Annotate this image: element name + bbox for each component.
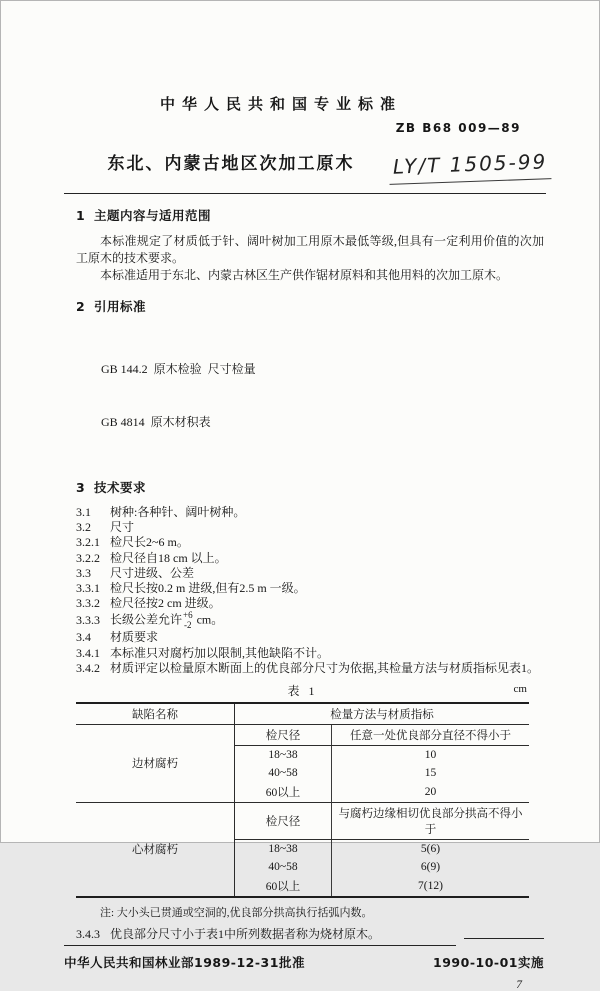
section-2-number: 2 bbox=[76, 299, 86, 314]
section-1-paragraph-1: 本标准规定了材质低于针、阔叶树加工用原木最低等级,但具有一定利用价值的次加工原木的技术要求。 bbox=[76, 234, 544, 265]
value-cell: 10 bbox=[424, 748, 437, 761]
clause-text-unit: cm。 bbox=[193, 612, 224, 627]
footer-rule-right-segment bbox=[464, 938, 544, 939]
clause-text: 优良部分尺寸小于表1中所列数据者称为烧材原木。 bbox=[110, 926, 381, 941]
clause-number: 3.4.2 bbox=[76, 660, 100, 675]
defect-cell-heartwood-rot: 心材腐朽 bbox=[76, 802, 235, 897]
clause-number: 3.2.1 bbox=[76, 535, 100, 550]
value-cell: 20 bbox=[424, 785, 437, 798]
clause-text: 树种:各种针、阔叶树种。 bbox=[110, 505, 246, 519]
handwritten-standard-number: LY/T 1505-99 bbox=[388, 149, 551, 185]
clause-3-3 bbox=[76, 566, 544, 581]
standard-caption: 中华人民共和国专业标准 bbox=[159, 95, 402, 113]
value-cell: 6(9) bbox=[420, 860, 441, 873]
value-cell: 5(6) bbox=[420, 842, 441, 855]
clause-number: 3.2 bbox=[76, 520, 91, 535]
tolerance-minus: -2 bbox=[184, 619, 192, 630]
clause-3-4-3-row bbox=[64, 925, 544, 946]
clause-text: 长级公差允许 bbox=[110, 612, 183, 627]
standard-code: ZB B68 009—89 bbox=[395, 121, 521, 135]
diameter-range-cell: 18~38 bbox=[235, 745, 332, 764]
document-body bbox=[64, 199, 544, 991]
col-method-header: 检量方法与材质指标 bbox=[235, 703, 530, 725]
clause-number: 3.3 bbox=[76, 565, 91, 580]
clause-3-2 bbox=[76, 520, 544, 535]
table-row bbox=[76, 724, 529, 745]
clause-3-4-3 bbox=[64, 925, 456, 946]
clause-list bbox=[76, 505, 544, 676]
tolerance-fraction bbox=[183, 611, 193, 630]
header-rule bbox=[64, 193, 546, 194]
clause-number: 3.3.1 bbox=[76, 581, 100, 596]
defect-cell-sapwood-rot: 边材腐朽 bbox=[76, 724, 235, 802]
table-1-caption-row bbox=[76, 682, 529, 699]
clause-text: 材质要求 bbox=[110, 630, 159, 645]
reference-gb-144-2: GB 144.2 原木检验 尺寸检量 bbox=[101, 362, 256, 376]
diameter-range-cell: 40~58 bbox=[235, 858, 332, 876]
clause-3-2-1 bbox=[76, 535, 544, 550]
clause-3-4-1 bbox=[76, 646, 544, 661]
clause-number: 3.1 bbox=[76, 505, 91, 519]
clause-number: 3.3.2 bbox=[76, 596, 100, 611]
section-1-number: 1 bbox=[76, 208, 86, 223]
clause-text: 检尺长2~6 m。 bbox=[110, 535, 189, 550]
section-1-paragraph-2: 本标准适用于东北、内蒙古林区生产供作锯材原料和其他用料的次加工原木。 bbox=[100, 268, 509, 282]
clause-number: 3.4.1 bbox=[76, 645, 100, 660]
col-defect-header: 缺陷名称 bbox=[76, 703, 235, 725]
value-cell: 15 bbox=[424, 766, 437, 779]
section-3-heading bbox=[76, 478, 544, 496]
table-header-row bbox=[76, 703, 529, 725]
method-desc-cell: 与腐朽边缘相切优良部分拱高不得小于 bbox=[332, 802, 530, 839]
clause-text: 尺寸 bbox=[110, 520, 135, 535]
approval-statement: 中华人民共和国林业部1989-12-31批准 bbox=[64, 954, 305, 970]
table-row bbox=[76, 802, 529, 839]
diameter-range-cell: 60以上 bbox=[235, 782, 332, 803]
clause-number: 3.2.2 bbox=[76, 550, 100, 565]
clause-3-3-3 bbox=[76, 611, 544, 630]
section-1-heading bbox=[76, 206, 544, 224]
method-label-cell: 检尺径 bbox=[235, 802, 332, 839]
clause-3-3-2 bbox=[76, 596, 544, 611]
table-1-unit: cm bbox=[513, 682, 527, 695]
clause-3-2-2 bbox=[76, 551, 544, 566]
implementation-date: 1990-10-01实施 bbox=[433, 954, 544, 970]
reference-gb-4814: GB 4814 原木材积表 bbox=[101, 414, 211, 429]
table-1-caption: 表 1 bbox=[287, 683, 318, 698]
diameter-range-cell: 18~38 bbox=[235, 839, 332, 858]
clause-number: 3.4 bbox=[76, 630, 91, 645]
section-3-title: 技术要求 bbox=[94, 480, 147, 495]
clause-text: 本标准只对腐朽加以限制,其他缺陷不计。 bbox=[110, 645, 330, 660]
clause-text: 尺寸进级、公差 bbox=[110, 565, 195, 580]
section-2-heading bbox=[76, 297, 544, 315]
diameter-range-cell: 60以上 bbox=[235, 876, 332, 897]
clause-3-3-1 bbox=[76, 581, 544, 596]
clause-number: 3.4.3 bbox=[76, 926, 100, 941]
section-1-title: 主题内容与适用范围 bbox=[94, 208, 212, 223]
clause-text: 材质评定以检量原木断面上的优良部分尺寸为依据,其检量方法与材质指标见表1。 bbox=[110, 660, 540, 675]
clause-3-4 bbox=[76, 630, 544, 645]
diameter-range-cell: 40~58 bbox=[235, 764, 332, 782]
table-1 bbox=[76, 702, 529, 898]
clause-text: 检尺径自18 cm 以上。 bbox=[110, 550, 227, 565]
clause-text: 检尺长按0.2 m 进级,但有2.5 m 一级。 bbox=[110, 581, 306, 596]
value-cell: 7(12) bbox=[418, 879, 443, 892]
footer bbox=[64, 953, 544, 971]
clause-3-1 bbox=[76, 505, 544, 520]
document-title: 东北、内蒙古地区次加工原木 bbox=[107, 154, 355, 174]
referenced-standards bbox=[101, 326, 544, 466]
table-1-note: 注: 大小头已贯通或空洞的,优良部分拱高执行括弧内数。 bbox=[100, 906, 373, 919]
clause-text: 检尺径按2 cm 进级。 bbox=[110, 596, 221, 611]
method-desc-cell: 任意一处优良部分直径不得小于 bbox=[332, 724, 530, 745]
tolerance-plus: +6 bbox=[183, 610, 193, 621]
method-label-cell: 检尺径 bbox=[235, 724, 332, 745]
section-2-title: 引用标准 bbox=[94, 299, 147, 314]
section-3-number: 3 bbox=[76, 480, 86, 495]
clause-3-4-2 bbox=[76, 661, 544, 676]
page-number: 7 bbox=[516, 978, 522, 991]
clause-number: 3.3.3 bbox=[76, 612, 100, 627]
